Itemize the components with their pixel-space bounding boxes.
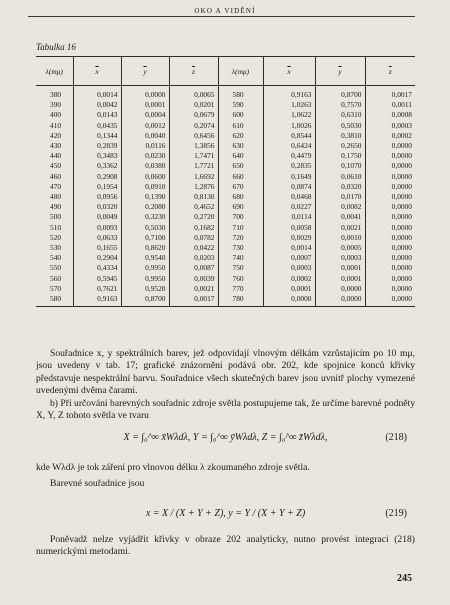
table-cell: 0,0000 xyxy=(391,243,412,253)
table-cell: 670 xyxy=(218,182,263,192)
table-cell: 1,2876 xyxy=(169,182,218,192)
table-cell: 0,0000 xyxy=(391,161,412,171)
table-body xyxy=(36,86,415,307)
table-row xyxy=(36,161,415,171)
table-cell: 1,7471 xyxy=(169,151,218,161)
table-cell: 0,3810 xyxy=(315,131,365,141)
equation-218-expression: X = ∫₀^∞ x̄Wλdλ, Y = ∫₀^∞ ȳWλdλ, Z = ∫₀^∞ z̄Wλdλ, xyxy=(123,432,328,443)
table-cell: 0,0049 xyxy=(73,212,121,222)
table-cell: 0,9163 xyxy=(73,294,121,307)
table-cell: 0,0956 xyxy=(73,192,121,202)
table-cell: 0,2720 xyxy=(169,212,218,222)
table-cell: 0,5945 xyxy=(73,274,121,284)
table-cell: 0,0001 xyxy=(263,284,315,294)
table-cell: 0,0201 xyxy=(169,100,218,110)
table-cell: 560 xyxy=(36,274,73,284)
table-cell: 0,7621 xyxy=(73,284,121,294)
table-cell: 450 xyxy=(36,161,73,171)
table-cell: 0,0203 xyxy=(169,253,218,263)
table-cell: 650 xyxy=(218,161,263,171)
table-cell: 0,0143 xyxy=(73,110,121,120)
table-cell: 460 xyxy=(36,172,73,182)
table-cell: 770 xyxy=(218,284,263,294)
table-cell: 0,0600 xyxy=(121,172,169,182)
table-cell: 760 xyxy=(218,274,263,284)
table-cell: 420 xyxy=(36,131,73,141)
table-row xyxy=(36,253,415,263)
table-cell: 0,0435 xyxy=(73,121,121,131)
table-cell: 0,6456 xyxy=(169,131,218,141)
table-cell: 0,0087 xyxy=(169,263,218,273)
table-header-row xyxy=(36,57,415,86)
table-cell: 0,1390 xyxy=(121,192,169,202)
table-cell: 0,0000 xyxy=(391,283,412,293)
table-cell: 730 xyxy=(218,243,263,253)
table-cell: 0,1070 xyxy=(315,161,365,171)
table-cell: 690 xyxy=(218,202,263,212)
table-cell: 0,0114 xyxy=(263,212,315,222)
equation-218-number: (218) xyxy=(385,432,407,443)
column-header: $\overline{y}$ xyxy=(315,57,365,86)
table-cell: 580 xyxy=(36,294,73,307)
running-header: OKO A VIDĚNÍ xyxy=(194,7,256,15)
table-cell: 510 xyxy=(36,223,73,233)
table-cell: 0,0042 xyxy=(73,100,121,110)
table-cell: 0,1344 xyxy=(73,131,121,141)
column-header: λ(mμ) xyxy=(218,57,263,86)
column-header: $\overline{x}$ xyxy=(263,57,315,86)
table-row xyxy=(36,86,415,101)
table-cell: 0,0011 xyxy=(391,100,412,110)
table-cell: 0,0000 xyxy=(391,222,412,232)
table-cell: 0,9163 xyxy=(263,86,315,101)
table-cell: 520 xyxy=(36,233,73,243)
table-row xyxy=(36,263,415,273)
table-cell: 0,0007 xyxy=(263,253,315,263)
table-cell: 400 xyxy=(36,110,73,120)
table-cell: 430 xyxy=(36,141,73,151)
table-cell: 0,0679 xyxy=(169,110,218,120)
table-row xyxy=(36,202,415,212)
table-row xyxy=(36,121,415,131)
table-cell: 0,4334 xyxy=(73,263,121,273)
table-cell: 0,9520 xyxy=(121,284,169,294)
table-cell: 0,1682 xyxy=(169,223,218,233)
paragraph-radiant-flux: kde Wλdλ je tok záření pro vlnovou délku λ zkoumaného zdroje světla. xyxy=(36,462,310,473)
table-row xyxy=(36,100,415,110)
table-cell: 0,0468 xyxy=(263,192,315,202)
table-cell: 0,2080 xyxy=(121,202,169,212)
table-cell: 720 xyxy=(218,233,263,243)
table-cell: 0,0422 xyxy=(169,243,218,253)
table-cell: 0,2904 xyxy=(73,253,121,263)
table-cell: 0,8544 xyxy=(263,131,315,141)
equation-219-number: (219) xyxy=(385,508,407,519)
table-cell: 0,9950 xyxy=(121,274,169,284)
table-cell: 740 xyxy=(218,253,263,263)
table-cell: 0,0320 xyxy=(315,182,365,192)
table-cell: 0,0065 xyxy=(169,86,218,101)
table-cell: 0,4479 xyxy=(263,151,315,161)
table-cell: 0,0029 xyxy=(263,233,315,243)
column-header: $\overline{z}$ xyxy=(169,57,218,86)
table-cell: 680 xyxy=(218,192,263,202)
table-cell: 580 xyxy=(218,86,263,101)
table-cell: 0,9540 xyxy=(121,253,169,263)
table-cell: 0,8130 xyxy=(169,192,218,202)
table-row xyxy=(36,141,415,151)
table-cell: 0,0008 xyxy=(391,110,412,120)
table-cell: 590 xyxy=(218,100,263,110)
table-cell: 0,0041 xyxy=(315,212,365,222)
column-header: $\overline{z}$ xyxy=(365,57,415,86)
table-cell: 0,0000 xyxy=(391,273,412,283)
table-cell: 570 xyxy=(36,284,73,294)
table-cell: 0,0170 xyxy=(315,192,365,202)
table-cell: 1,6692 xyxy=(169,172,218,182)
table-cell: 0,0000 xyxy=(391,181,412,191)
table-row xyxy=(36,284,415,294)
equation-219 xyxy=(36,502,415,528)
table-cell: 0,8620 xyxy=(121,243,169,253)
table-cell: 0,0000 xyxy=(391,151,412,161)
table-cell: 0,7570 xyxy=(315,100,365,110)
table-cell: 0,3230 xyxy=(121,212,169,222)
table-cell: 540 xyxy=(36,253,73,263)
table-cell: 0,0000 xyxy=(391,253,412,263)
table-cell: 0,5030 xyxy=(121,223,169,233)
table-cell: 0,3362 xyxy=(73,161,121,171)
table-row xyxy=(36,172,415,182)
table-cell: 1,0622 xyxy=(263,110,315,120)
table-cell: 0,0001 xyxy=(315,263,365,273)
table-cell: 0,1649 xyxy=(263,172,315,182)
table-cell: 0,0610 xyxy=(315,172,365,182)
equation-219-expression: x = X / (X + Y + Z), y = Y / (X + Y + Z) xyxy=(145,508,306,519)
table-row xyxy=(36,294,415,307)
table-cell: 0,2835 xyxy=(263,161,315,171)
header-rule xyxy=(28,16,415,17)
table-cell: 0,0000 xyxy=(315,294,365,307)
table-row xyxy=(36,223,415,233)
table-cell: 0,8700 xyxy=(315,86,365,101)
paragraph-coordinates-label: Barevné souřadnice jsou xyxy=(50,478,145,489)
page-number: 245 xyxy=(397,573,412,584)
column-header: $\overline{y}$ xyxy=(121,57,169,86)
table-cell: 0,1750 xyxy=(315,151,365,161)
table-cell: 0,0320 xyxy=(73,202,121,212)
table-cell: 0,9950 xyxy=(121,263,169,273)
table-row xyxy=(36,233,415,243)
table-cell: 0,3483 xyxy=(73,151,121,161)
table-cell: 0,1954 xyxy=(73,182,121,192)
table-row xyxy=(36,192,415,202)
table-cell: 530 xyxy=(36,243,73,253)
table-cell: 0,0000 xyxy=(391,202,412,212)
table-cell: 0,0021 xyxy=(169,284,218,294)
table-cell: 1,0263 xyxy=(263,100,315,110)
table-cell: 0,5030 xyxy=(315,121,365,131)
table-cell: 0,0017 xyxy=(169,294,218,307)
table-cell: 660 xyxy=(218,172,263,182)
table-cell: 0,0005 xyxy=(315,243,365,253)
table-cell: 550 xyxy=(36,263,73,273)
table-cell: 480 xyxy=(36,192,73,202)
table-cell: 0,2074 xyxy=(169,121,218,131)
table-cell: 0,0004 xyxy=(121,110,169,120)
table-cell: 0,0003 xyxy=(391,120,412,130)
table-cell: 640 xyxy=(218,151,263,161)
table-row xyxy=(36,110,415,120)
table-cell: 0,0000 xyxy=(391,212,412,222)
table-cell: 0,0116 xyxy=(121,141,169,151)
table-cell: 0,0000 xyxy=(391,171,412,181)
table-row xyxy=(36,243,415,253)
table-cell: 0,0000 xyxy=(391,192,412,202)
table-cell: 0,8700 xyxy=(121,294,169,307)
table-cell: 0,0230 xyxy=(121,151,169,161)
table-cell: 0,0782 xyxy=(169,233,218,243)
table-cell: 0,7100 xyxy=(121,233,169,243)
table-cell: 1,0026 xyxy=(263,121,315,131)
table-cell: 410 xyxy=(36,121,73,131)
table-label: Tabulka 16 xyxy=(36,42,76,52)
table-cell: 0,0040 xyxy=(121,131,169,141)
table-cell: 0,0380 xyxy=(121,161,169,171)
table-cell: 600 xyxy=(218,110,263,120)
column-header: $\overline{x}$ xyxy=(73,57,121,86)
table-cell: 0,0000 xyxy=(391,141,412,151)
table-cell: 0,0093 xyxy=(73,223,121,233)
paragraph-numerical-integration: Poněvadž nelze vyjádřit křivky v obraze 202 analyticky, nutno provést integraci (218) numerickými metodami. xyxy=(36,534,415,558)
table-cell: 0,0012 xyxy=(121,121,169,131)
table-cell: 610 xyxy=(218,121,263,131)
table-cell: 0,0000 xyxy=(391,232,412,242)
table-cell: 500 xyxy=(36,212,73,222)
table-cell: 710 xyxy=(218,223,263,233)
table-cell: 0,2908 xyxy=(73,172,121,182)
paragraph-spectral-coordinates: Souřadnice x, y spektrálních barev, jež odpovídají vlnovým délkám vzrůstajícím po 10 mμ, jsou uvedeny v tab. 17; grafické znázornění podává obr. 202, kde spojnice konců křivky představuje nespektrální barvu. Souřadnice všech skutečných barev jsou uvnitř plochy vymezené uvedenými dvěma čarami. xyxy=(36,348,415,397)
table-cell: 0,0082 xyxy=(315,202,365,212)
cie-color-matching-table xyxy=(36,56,415,307)
table-cell: 0,0017 xyxy=(391,90,412,99)
table-cell: 0,0021 xyxy=(315,223,365,233)
table-row xyxy=(36,274,415,284)
table-cell: 0,0010 xyxy=(315,233,365,243)
table-row xyxy=(36,131,415,141)
table-cell: 0,6424 xyxy=(263,141,315,151)
paragraph-color-stimuli: b) Při určování barevných souřadnic zdroje světla postupujeme tak, že určíme barevné podněty X, Y, Z tohoto světla ve tvaru xyxy=(36,398,415,422)
table-cell: 0,0003 xyxy=(263,263,315,273)
table-cell: 0,0001 xyxy=(121,100,169,110)
table-cell: 0,0001 xyxy=(315,274,365,284)
table-cell: 0,2839 xyxy=(73,141,121,151)
table-cell: 0,0002 xyxy=(391,130,412,140)
column-header: λ(mμ) xyxy=(36,57,73,86)
table-cell: 0,0014 xyxy=(263,243,315,253)
table-cell: 0,6310 xyxy=(315,110,365,120)
table-cell: 1,7721 xyxy=(169,161,218,171)
table-cell: 750 xyxy=(218,263,263,273)
equation-218 xyxy=(36,426,415,452)
table-cell: 0,0874 xyxy=(263,182,315,192)
table-row xyxy=(36,212,415,222)
table-row xyxy=(36,182,415,192)
table-cell: 700 xyxy=(218,212,263,222)
table-cell: 490 xyxy=(36,202,73,212)
table-cell: 0,0000 xyxy=(391,263,412,273)
table-cell: 0,0003 xyxy=(315,253,365,263)
table-cell: 380 xyxy=(36,86,73,101)
table-cell: 0,0002 xyxy=(263,274,315,284)
table-cell: 440 xyxy=(36,151,73,161)
table-cell: 390 xyxy=(36,100,73,110)
table-cell: 0,4652 xyxy=(169,202,218,212)
table-cell: 0,0000 xyxy=(263,294,315,307)
table-cell: 0,2650 xyxy=(315,141,365,151)
table-cell: 0,0058 xyxy=(263,223,315,233)
table-cell: 780 xyxy=(218,294,263,307)
table-cell: 0,0000 xyxy=(365,294,415,307)
table-row xyxy=(36,151,415,161)
table-cell: 0,0000 xyxy=(315,284,365,294)
table-cell: 620 xyxy=(218,131,263,141)
table-cell: 630 xyxy=(218,141,263,151)
table-cell: 0,0000 xyxy=(121,86,169,101)
table-cell: 0,0039 xyxy=(169,274,218,284)
table-cell: 1,3856 xyxy=(169,141,218,151)
table-cell: 0,1655 xyxy=(73,243,121,253)
table-cell: 0,0633 xyxy=(73,233,121,243)
table-cell: 470 xyxy=(36,182,73,192)
table-cell: 0,0014 xyxy=(73,86,121,101)
table-cell: 0,0910 xyxy=(121,182,169,192)
table-cell: 0,0227 xyxy=(263,202,315,212)
